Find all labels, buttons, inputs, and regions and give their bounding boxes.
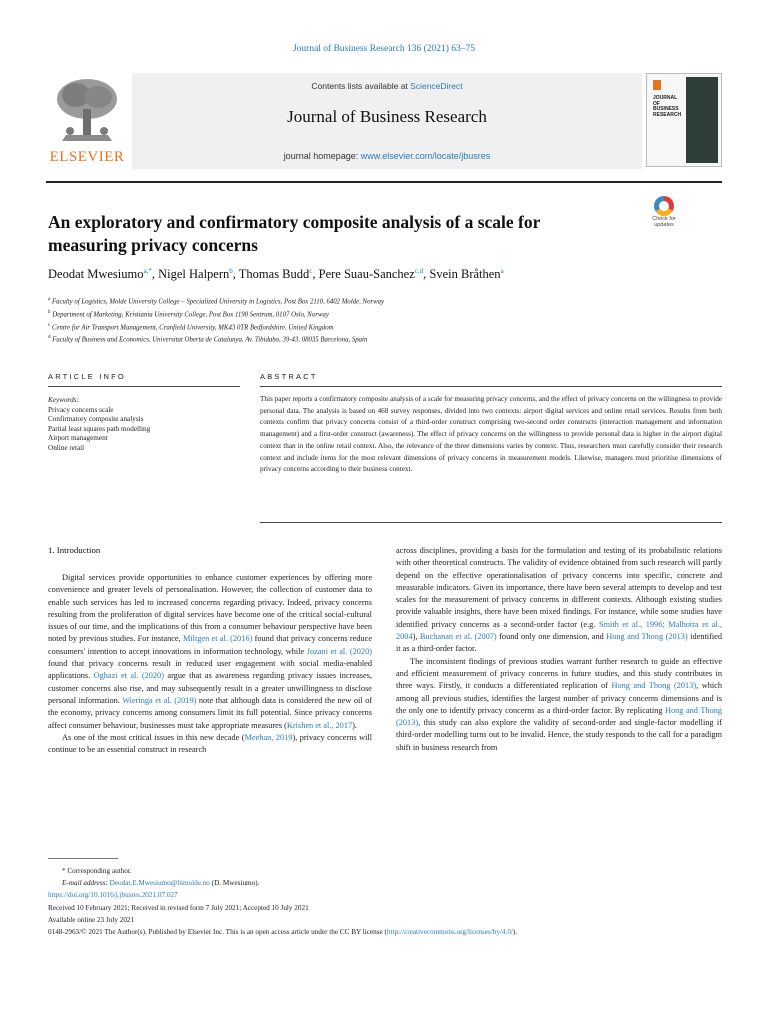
author-affiliation-marker[interactable]: b — [229, 267, 233, 275]
publisher-logo-text: ELSEVIER — [49, 149, 125, 165]
journal-banner — [132, 73, 642, 169]
citation-link[interactable]: Wieringa et al. (2019) — [122, 695, 197, 705]
homepage-prefix: journal homepage: — [283, 151, 361, 161]
journal-homepage-link[interactable]: www.elsevier.com/locate/jbusres — [360, 151, 491, 161]
author-name[interactable]: Pere Suau-Sanchez — [318, 267, 415, 282]
check-updates-icon — [654, 196, 674, 216]
keywords-label: Keywords: — [48, 396, 79, 404]
citation-link[interactable]: Meehan, 2019 — [244, 732, 293, 742]
email-suffix: (D. Mwesiumo). — [209, 879, 260, 888]
email-label: E-mail address: — [62, 879, 110, 888]
footnote-divider — [48, 858, 118, 859]
license-suffix: ). — [512, 928, 518, 937]
citation-link[interactable]: Smith et al., 1996; Malhotra et al., 2004 — [396, 619, 722, 642]
header-divider — [46, 181, 722, 183]
tree-icon — [52, 75, 122, 145]
affiliations — [48, 295, 648, 346]
check-updates-label-line2: updates — [654, 222, 674, 228]
introduction-heading: 1. Introduction — [48, 545, 101, 555]
keyword-item: Partial least squares path modelling — [48, 424, 151, 433]
citation-link[interactable]: Hong and Thong (2013) — [611, 681, 697, 691]
author-name[interactable]: Svein Bråthen — [429, 267, 501, 282]
affiliation-text: Department of Marketing, Kristiania University College, Post Box 1190 Sentrum, 0107 Oslo, Norway — [52, 311, 329, 319]
citation-link[interactable]: Oghazi et al. (2020) — [93, 671, 164, 681]
contents-line — [132, 81, 642, 91]
affiliation-text: Faculty of Logistics, Molde University College – Specialized University in Logistics, Post Box 2110, 6402 Molde, Norway — [51, 298, 385, 306]
received-dates: Received 10 February 2021; Received in revised form 7 July 2021; Accepted 10 July 2021 — [48, 903, 309, 912]
check-updates-label — [645, 216, 683, 228]
license-link[interactable]: http://creativecommons.org/licenses/by/4.0/ — [386, 928, 513, 937]
keyword-item: Online retail — [48, 443, 85, 452]
affiliation-text: Centre for Air Transport Management, Cranfield University, MK43 0TR Bedfordshire, United Kingdom — [51, 323, 334, 331]
keyword-item: Airport management — [48, 434, 108, 443]
affiliation-item — [48, 295, 648, 308]
journal-cover-thumbnail[interactable] — [646, 73, 722, 167]
article-title: An exploratory and confirmatory composite analysis of a scale for measuring privacy concerns — [48, 212, 541, 255]
affiliation-text: Faculty of Business and Economics, Universitat Oberta de Catalunya, Av. Tibidabo, 39-43, 08035 Barcelona, Spain — [52, 336, 368, 344]
cover-title: JOURNAL OF BUSINESS RESEARCH — [653, 95, 682, 118]
author-email-link[interactable]: Deodat.E.Mwesiumo@himolde.no — [109, 879, 210, 888]
author-name[interactable]: Deodat Mwesiumo — [48, 267, 144, 282]
license-prefix: 0148-2963/© 2021 The Author(s). Published by Elsevier Inc. This is an open access article under the CC BY license ( — [48, 928, 387, 937]
author-affiliation-marker[interactable]: a,* — [143, 267, 152, 275]
abstract-text: This paper reports a confirmatory composite analysis of a scale for measuring privacy concerns, and the effect of privacy concerns on the willingness to provide personal data. The analysis is based on 468 survey responses, divided into two contexts: airport digital services and online retail services. Results from both contexts confirm that privacy concerns consist of a third-order construct comprising two-second order constructs (interaction management and information management) and a first-order construct (awareness). The effect of privacy concerns on the willingness to provide personal data is higher in the airport digital context than in the online retail context. Also, the relevance of the three dimensions varies by context. Thus, researchers must carefully consider their research context and include items for the most relevant dimensions of privacy concerns in measurement models. Likewise, managers must prioritise dimensions of privacy concerns according to their business context. — [260, 395, 722, 474]
author-name[interactable]: Thomas Budd — [238, 267, 310, 282]
affiliation-item — [48, 333, 648, 346]
abstract-bottom-divider — [260, 522, 722, 523]
cover-logo — [653, 80, 661, 90]
elsevier-logo[interactable] — [46, 73, 128, 169]
check-updates-label-line1: Check for — [652, 216, 676, 222]
affiliation-item — [48, 321, 648, 334]
paragraph: As one of the most critical issues in this new decade (Meehan, 2019), privacy concerns will continue to be an essential construct in research — [48, 732, 372, 755]
email-line — [48, 877, 728, 889]
body-column-right — [396, 545, 722, 754]
citation-link[interactable]: Jozani et al. (2020) — [306, 646, 372, 656]
check-for-updates-button[interactable] — [645, 196, 683, 234]
footnotes — [48, 865, 728, 938]
journal-reference[interactable]: Journal of Business Research 136 (2021) 63–75 — [292, 44, 476, 54]
author-name[interactable]: Nigel Halpern — [158, 267, 230, 282]
citation-link[interactable]: Krishen et al., 2017 — [286, 720, 353, 730]
article-info-divider — [48, 386, 240, 387]
corresponding-author-note: * Corresponding author. — [62, 867, 132, 875]
keywords-list — [48, 396, 238, 454]
paragraph: Digital services provide opportunities to enhance customer experiences by offering more convenience and greater levels of personalisation. However, the collection of customer data to enable such services has led to increased concerns regarding privacy. Indeed, privacy concerns resulting from the proliferation of digital services have become one of the critical social-cultural issues of our time, and the implications of this from a consumer behaviour perspective have been noted by previous studies. For instance, Miltgen et al. (2016) found that privacy concerns reduce consumers' intention to accept innovations in information technology, while Jozani et al. (2020) found that privacy concerns result in reduced user engagement with social media-enabled applications. Oghazi et al. (2020) argue that as awareness regarding privacy issues increases, customer concerns also rise, and may subsequently result in a greater unwillingness to disclose personal information. Wieringa et al. (2019) note that although data is considered the new oil of the economy, privacy concerns among consumers limit its full potential. Since privacy concerns affect consumer behaviour, businesses must take appropriate measures (Krishen et al., 2017). — [48, 573, 373, 730]
abstract-heading: ABSTRACT — [260, 372, 318, 381]
citation-link[interactable]: Buchanan et al. (2007) — [419, 632, 497, 642]
keyword-item: Confirmatory composite analysis — [48, 415, 144, 424]
doi-line — [48, 889, 728, 901]
paragraph: across disciplines, providing a basis for the formulation and testing of its probabilistic relations with other theoretical constructs. The validity of evidence obtained from such research will partly depend on the effective operationalisation of privacy concerns into specific, concrete and measurable indicators. Given its importance, there have been several attempts to develop and test scales for the measurement of privacy concerns in different contexts. Although existing studies provide valuable insights, there have been mixed findings. For instance, while some studies have identified privacy concerns as a second-order factor (e.g. Smith et al., 1996; Malhotra et al., 2004), Buchanan et al. (2007) found only one dimension, and Hong and Thong (2013) identified it as a third-order factor. — [396, 546, 723, 654]
homepage-line — [132, 151, 642, 161]
article-info-heading: ARTICLE INFO — [48, 372, 126, 381]
available-online-date: Available online 23 July 2021 — [48, 915, 135, 924]
body-column-left — [48, 572, 372, 756]
keyword-item: Privacy concerns scale — [48, 405, 114, 414]
cover-image — [686, 77, 718, 163]
author-list: Deodat Mwesiumo$^{a,*}$, Nigel Halpern$^b$, Thomas Budd$^c$, Pere Suau-Sanchez$^{c,d}$, Svein Bråthen$^a$ — [48, 267, 504, 282]
affiliation-key: d — [48, 335, 51, 341]
affiliation-key: c — [48, 322, 51, 328]
citation-link[interactable]: Hong and Thong (2013) — [396, 705, 723, 728]
author-affiliation-marker[interactable]: c,d — [414, 267, 424, 275]
doi-link[interactable]: https://doi.org/10.1016/j.jbusres.2021.07.027 — [48, 891, 178, 900]
citation-link[interactable]: Hong and Thong (2013) — [606, 632, 688, 642]
affiliation-key: a — [48, 297, 51, 302]
citation-link[interactable]: Miltgen et al. (2016) — [182, 634, 253, 644]
abstract-divider — [260, 386, 722, 387]
sciencedirect-link[interactable]: ScienceDirect — [410, 81, 463, 91]
affiliation-item — [48, 308, 648, 321]
affiliation-key: b — [48, 309, 51, 315]
contents-prefix: Contents lists available at — [311, 81, 411, 91]
author-affiliation-marker[interactable]: a — [500, 267, 504, 275]
journal-title: Journal of Business Research — [287, 107, 487, 126]
author-affiliation-marker[interactable]: c — [309, 267, 313, 275]
paragraph: The inconsistent findings of previous studies warrant further research to guide an effective and efficient measurement of privacy concerns in future studies, and this study contributes in three ways. Firstly, it conducts a differentiated replication of Hong and Thong (2013), which among all previous studies, identifies the largest number of privacy concerns dimensions and is the only one to identify privacy concerns as a third-order factor. By replicating Hong and Thong (2013), this study can also explore the validity of second-order and single-factor modelling if third-order modelling turns out to be invalid. Hence, the study responds to the call for a paradigm shift in business research from — [396, 656, 723, 752]
license-line — [48, 926, 728, 938]
journal-header — [46, 73, 722, 171]
